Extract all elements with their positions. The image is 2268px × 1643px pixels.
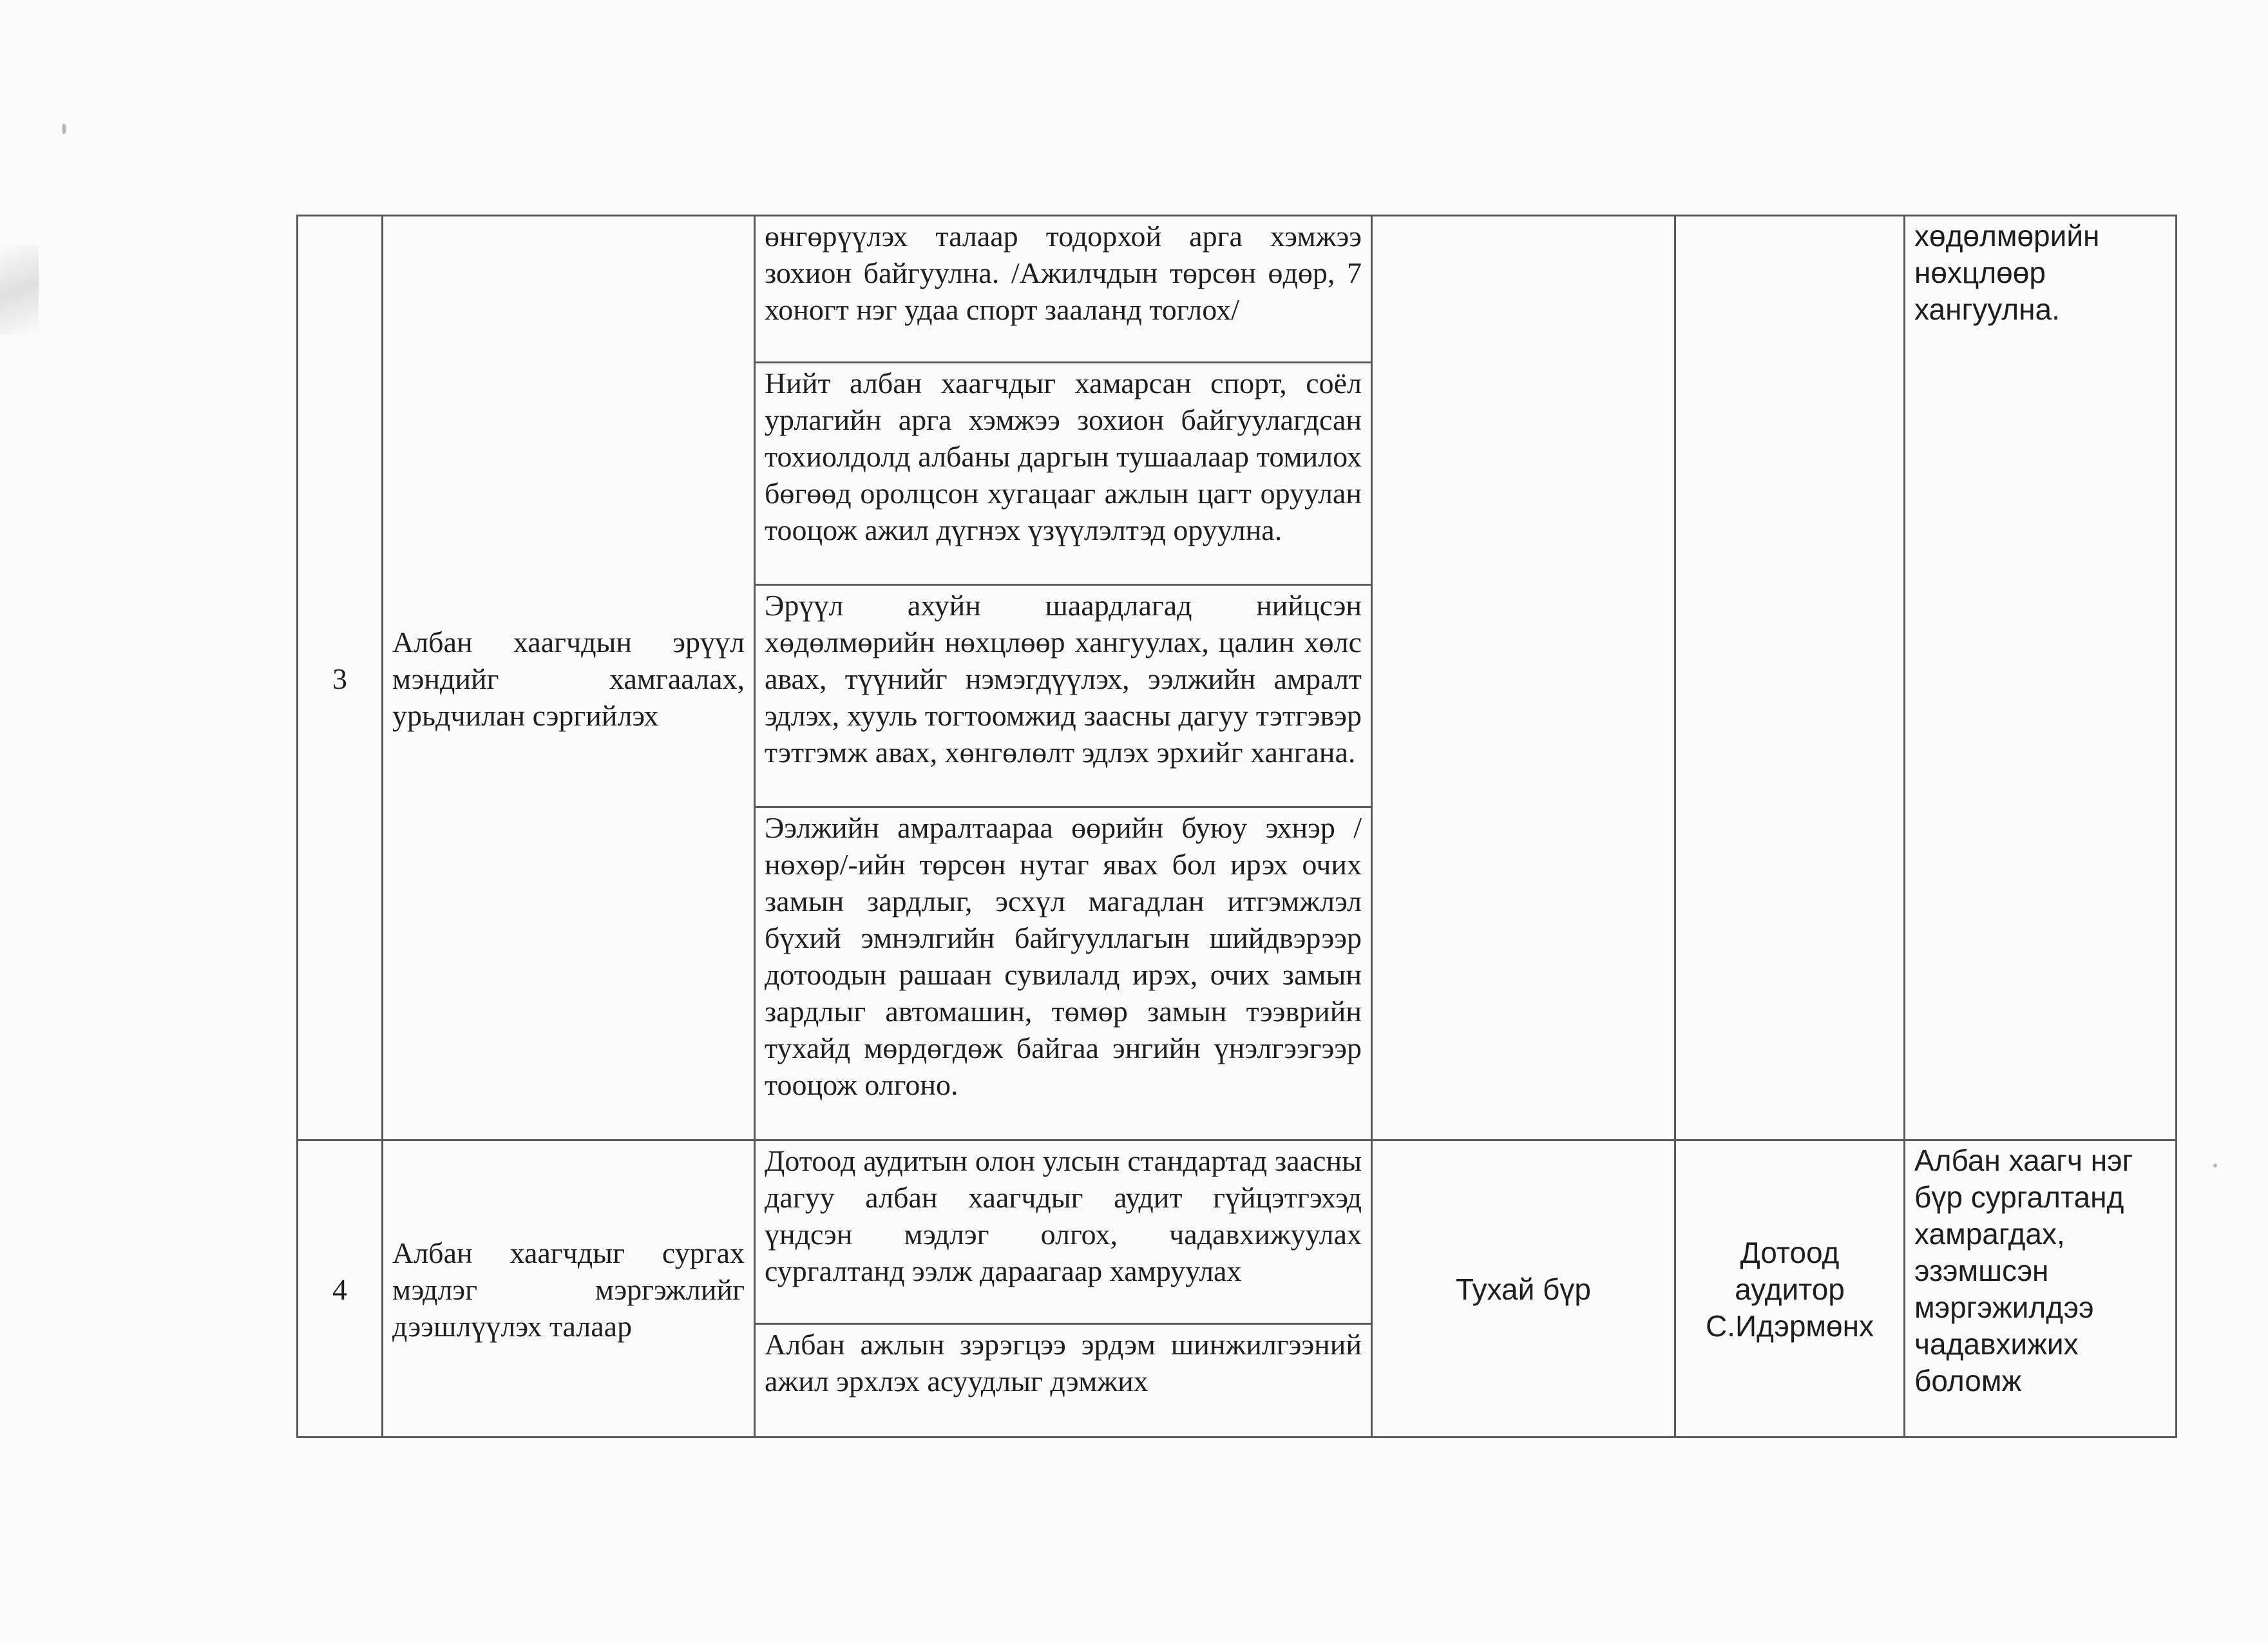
result-cell: хөдөлмөрийн нөхцлөөр хангуулна. bbox=[1905, 216, 2177, 1140]
goal-cell: Албан хаагчдыг сургах мэдлэг мэргэжлийг дээшлүүлэх талаар bbox=[383, 1140, 755, 1437]
scan-speck bbox=[62, 124, 66, 134]
scan-speck bbox=[2213, 1164, 2217, 1167]
action-plan-table bbox=[296, 215, 2177, 1438]
timeframe-cell bbox=[1372, 216, 1675, 1140]
activity-cell: Нийт албан хаагчдыг хамарсан спорт, соёл урлагийн арга хэмжээ зохион байгуулагдсан тохиолдолд албаны даргын тушаалаар томилох бөгөөд оролцсон хугацааг ажлын цагт оруулан тооцож ажил дүгнэх үзүүлэлтэд оруулна. bbox=[755, 363, 1372, 585]
activity-cell: Дотоод аудитын олон улсын стандартад заасны дагуу албан хаагчдыг аудит гүйцэтгэхэд үндсэн мэдлэг олгох, чадавхижуулах сургалтанд ээлж дараагаар хамруулах bbox=[755, 1140, 1372, 1324]
timeframe-cell: Тухай бүр bbox=[1372, 1140, 1675, 1437]
table-row bbox=[298, 216, 2177, 363]
goal-cell: Албан хаагчдын эрүүл мэндийг хамгаалах, урьдчилан сэргийлэх bbox=[383, 216, 755, 1140]
activity-cell: өнгөрүүлэх талаар тодорхой арга хэмжээ зохион байгуулна. /Ажилчдын төрсөн өдөр, 7 хоногт нэг удаа спорт зааланд тоглох/ bbox=[755, 216, 1372, 363]
table-row bbox=[298, 1140, 2177, 1324]
activity-cell: Ээлжийн амралтаараа өөрийн буюу эхнэр /нөхөр/-ийн төрсөн нутаг явах бол ирэх очих замын зардлыг, эсхүл магадлан итгэмжлэл бүхий эмнэлгийн байгууллагын шийдвэрээр дотоодын рашаан сувилалд ирэх, очих замын зардлыг автомашин, төмөр замын тээврийн тухайд мөрдөгдөж байгаа энгийн үнэлгээгээр тооцож олгоно. bbox=[755, 807, 1372, 1140]
responsible-cell bbox=[1675, 216, 1905, 1140]
row-number: 3 bbox=[298, 216, 383, 1140]
row-number: 4 bbox=[298, 1140, 383, 1437]
activity-cell: Албан ажлын зэрэгцээ эрдэм шинжилгээний ажил эрхлэх асуудлыг дэмжих bbox=[755, 1324, 1372, 1437]
activity-cell: Эрүүл ахуйн шаардлагад нийцсэн хөдөлмөрийн нөхцлөөр хангуулах, цалин хөлс авах, түүнийг нэмэгдүүлэх, ээлжийн амралт эдлэх, хууль тогтоомжид заасны дагуу тэтгэвэр тэтгэмж авах, хөнгөлөлт эдлэх эрхийг хангана. bbox=[755, 585, 1372, 807]
result-cell: Албан хаагч нэг бүр сургалтанд хамрагдах, эзэмшсэн мэргэжилдээ чадавхижих боломж bbox=[1905, 1140, 2177, 1437]
scan-smudge bbox=[0, 245, 39, 335]
responsible-cell: Дотоод аудитор С.Идэрмөнх bbox=[1675, 1140, 1905, 1437]
